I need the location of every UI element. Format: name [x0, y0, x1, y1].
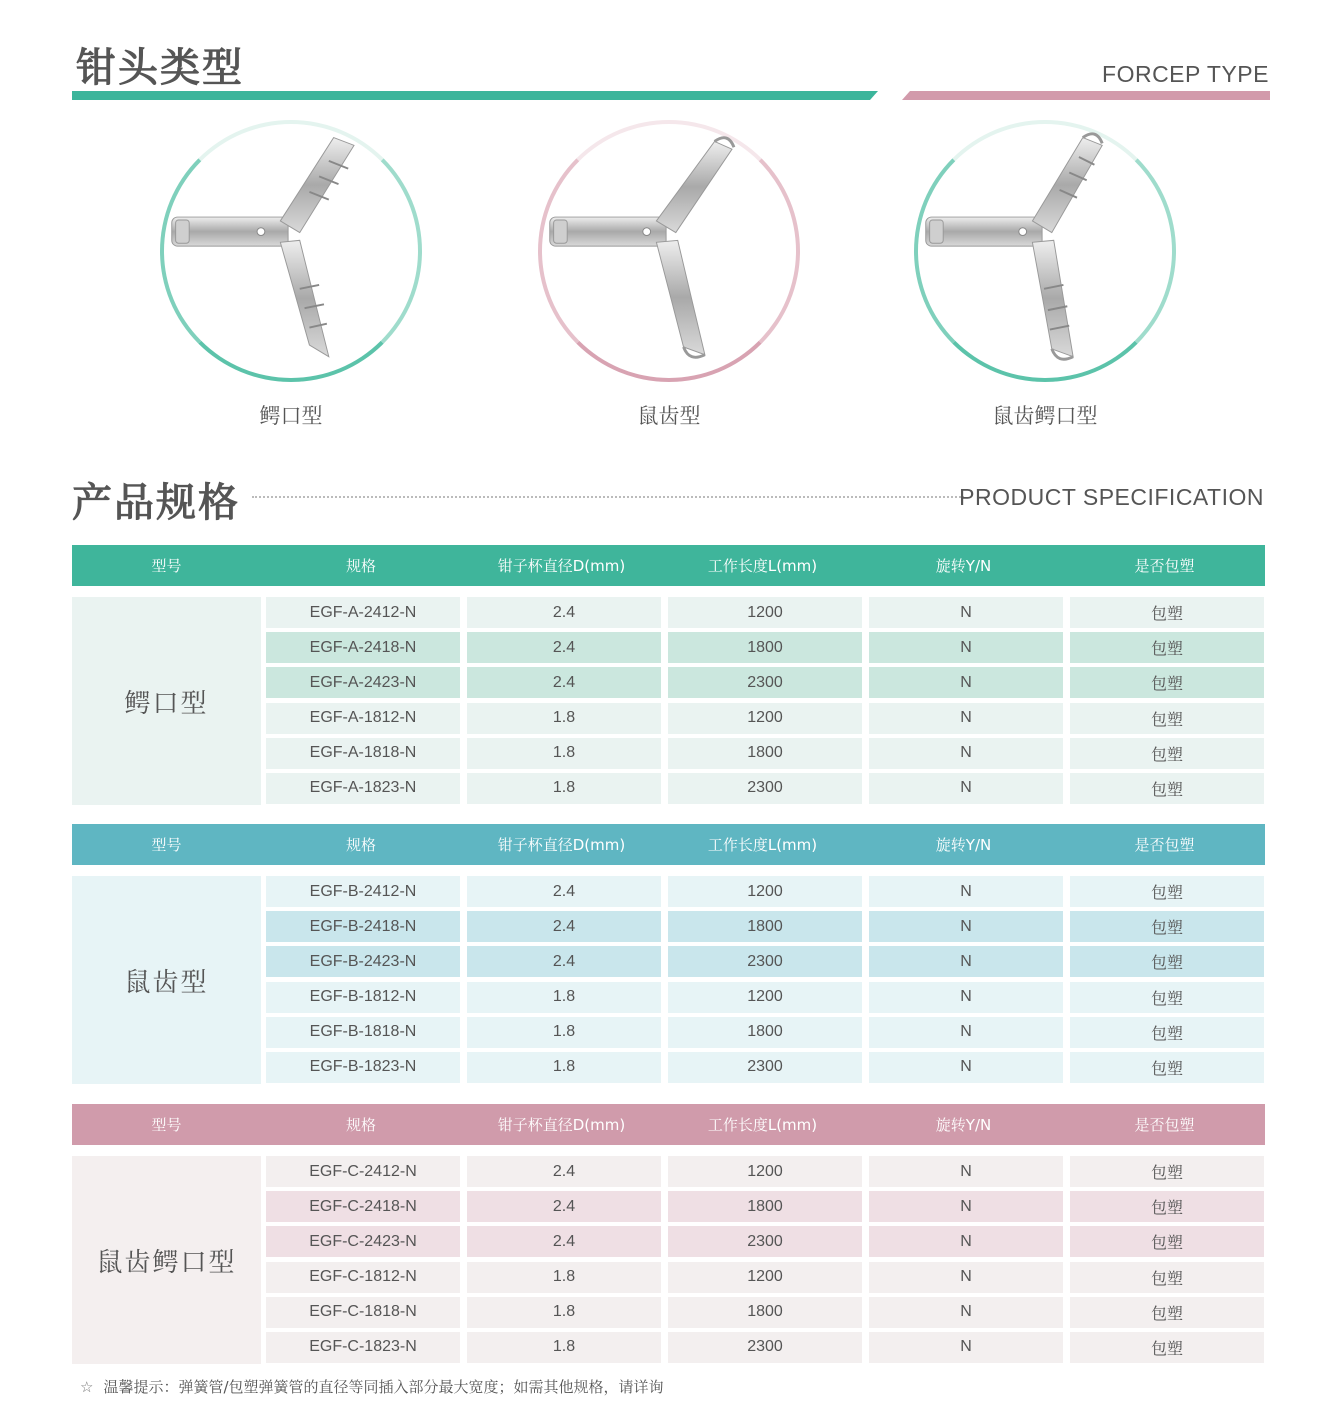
cell-coated: 包塑	[1070, 876, 1264, 907]
model-group-cell: 鼠齿型	[72, 876, 261, 1084]
cell-spec: EGF-B-1818-N	[266, 1017, 460, 1048]
cell-coated: 包塑	[1070, 1226, 1264, 1257]
cell-coated: 包塑	[1070, 597, 1264, 628]
table-header	[72, 824, 1265, 865]
cell-spec: EGF-A-2418-N	[266, 632, 460, 663]
table-row	[266, 1226, 1265, 1257]
cell-length: 1800	[668, 632, 862, 663]
cell-spec: EGF-C-1823-N	[266, 1332, 460, 1363]
cell-rotation: N	[869, 1226, 1063, 1257]
star-icon: ☆	[80, 1378, 94, 1396]
footnote-prefix: 温馨提示：	[103, 1378, 179, 1396]
cell-diameter: 1.8	[467, 1262, 661, 1293]
cell-coated: 包塑	[1070, 1052, 1264, 1083]
header-spec: 规格	[345, 1116, 376, 1134]
cell-rotation: N	[869, 1017, 1063, 1048]
cell-length: 1800	[668, 1017, 862, 1048]
cell-coated: 包塑	[1070, 1156, 1264, 1187]
model-group-cell: 鳄口型	[72, 597, 261, 805]
cell-diameter: 2.4	[467, 911, 661, 942]
header-working-length: 工作长度L(mm)	[707, 557, 818, 575]
table-row	[266, 1262, 1265, 1293]
dotted-divider	[252, 496, 964, 498]
table-rows	[266, 597, 1265, 808]
header-plastic-coated: 是否包塑	[1134, 836, 1195, 854]
table-row	[266, 667, 1265, 698]
cell-coated: 包塑	[1070, 738, 1264, 769]
cell-length: 1200	[668, 876, 862, 907]
table-rows	[266, 1156, 1265, 1367]
cell-rotation: N	[869, 982, 1063, 1013]
header-model: 型号	[151, 557, 182, 575]
cell-spec: EGF-A-2412-N	[266, 597, 460, 628]
section-title-product-spec: 产品规格	[72, 480, 240, 526]
cell-rotation: N	[869, 1191, 1063, 1222]
cell-diameter: 2.4	[467, 632, 661, 663]
cell-rotation: N	[869, 1297, 1063, 1328]
forcep-type-label: 鼠齿型	[637, 404, 701, 428]
cell-rotation: N	[869, 946, 1063, 977]
cell-coated: 包塑	[1070, 667, 1264, 698]
cell-diameter: 2.4	[467, 1226, 661, 1257]
cell-spec: EGF-A-1818-N	[266, 738, 460, 769]
forcep-type-card-rat-tooth-alligator	[910, 120, 1180, 430]
cell-length: 1200	[668, 597, 862, 628]
table-header	[72, 545, 1265, 586]
cell-rotation: N	[869, 773, 1063, 804]
cell-diameter: 1.8	[467, 738, 661, 769]
cell-coated: 包塑	[1070, 1191, 1264, 1222]
cell-length: 1200	[668, 1156, 862, 1187]
forcep-type-card-alligator	[156, 120, 426, 430]
cell-rotation: N	[869, 738, 1063, 769]
cell-spec: EGF-C-1818-N	[266, 1297, 460, 1328]
table-row	[266, 1017, 1265, 1048]
cell-rotation: N	[869, 1332, 1063, 1363]
table-row	[266, 597, 1265, 628]
header-rotation: 旋转Y/N	[935, 1116, 992, 1134]
cell-spec: EGF-C-2418-N	[266, 1191, 460, 1222]
cell-diameter: 2.4	[467, 946, 661, 977]
header-working-length: 工作长度L(mm)	[707, 1116, 818, 1134]
cell-rotation: N	[869, 703, 1063, 734]
cell-spec: EGF-B-2418-N	[266, 911, 460, 942]
section-title-forcep-type: 钳头类型	[76, 45, 244, 91]
header-rotation: 旋转Y/N	[935, 836, 992, 854]
cell-spec: EGF-A-1823-N	[266, 773, 460, 804]
cell-length: 1800	[668, 911, 862, 942]
header-working-length: 工作长度L(mm)	[707, 836, 818, 854]
title-underline-pink	[902, 91, 1270, 100]
cell-diameter: 2.4	[467, 876, 661, 907]
table-row	[266, 946, 1265, 977]
cell-coated: 包塑	[1070, 911, 1264, 942]
cell-diameter: 2.4	[467, 667, 661, 698]
header-model: 型号	[151, 836, 182, 854]
header-cup-diameter: 钳子杯直径D(mm)	[497, 836, 626, 854]
cell-diameter: 1.8	[467, 982, 661, 1013]
cell-coated: 包塑	[1070, 773, 1264, 804]
cell-spec: EGF-C-2412-N	[266, 1156, 460, 1187]
cell-rotation: N	[869, 667, 1063, 698]
table-row	[266, 911, 1265, 942]
table-row	[266, 1191, 1265, 1222]
cell-coated: 包塑	[1070, 1262, 1264, 1293]
footnote	[80, 1376, 664, 1397]
cell-rotation: N	[869, 1052, 1063, 1083]
spec-table-rat-tooth	[72, 824, 1265, 1084]
header-model: 型号	[151, 1116, 182, 1134]
cell-spec: EGF-A-2423-N	[266, 667, 460, 698]
cell-length: 1800	[668, 1297, 862, 1328]
forcep-image-circle	[914, 120, 1176, 382]
alligator-forcep-icon	[164, 124, 418, 378]
forcep-image-circle	[160, 120, 422, 382]
table-row	[266, 1156, 1265, 1187]
table-rows	[266, 876, 1265, 1087]
cell-length: 1800	[668, 1191, 862, 1222]
cell-diameter: 2.4	[467, 1191, 661, 1222]
forcep-type-label: 鳄口型	[259, 404, 323, 428]
cell-coated: 包塑	[1070, 1017, 1264, 1048]
cell-diameter: 1.8	[467, 773, 661, 804]
header-cup-diameter: 钳子杯直径D(mm)	[497, 557, 626, 575]
cell-spec: EGF-C-1812-N	[266, 1262, 460, 1293]
cell-rotation: N	[869, 632, 1063, 663]
rat-tooth-forcep-icon	[542, 124, 796, 378]
table-row	[266, 1052, 1265, 1083]
table-row	[266, 1332, 1265, 1363]
cell-diameter: 1.8	[467, 1017, 661, 1048]
table-row	[266, 703, 1265, 734]
cell-spec: EGF-A-1812-N	[266, 703, 460, 734]
table-row	[266, 876, 1265, 907]
footnote-text: 弹簧管/包塑弹簧管的直径等同插入部分最大宽度；如需其他规格，请详询	[178, 1378, 664, 1396]
spec-table-alligator	[72, 545, 1265, 805]
cell-coated: 包塑	[1070, 946, 1264, 977]
table-header	[72, 1104, 1265, 1145]
cell-length: 2300	[668, 946, 862, 977]
header-plastic-coated: 是否包塑	[1134, 557, 1195, 575]
table-row	[266, 738, 1265, 769]
cell-coated: 包塑	[1070, 632, 1264, 663]
cell-rotation: N	[869, 597, 1063, 628]
forcep-type-label: 鼠齿鳄口型	[992, 404, 1098, 428]
cell-length: 2300	[668, 1332, 862, 1363]
spec-table-rat-tooth-alligator	[72, 1104, 1265, 1364]
table-row	[266, 773, 1265, 804]
table-row	[266, 982, 1265, 1013]
cell-rotation: N	[869, 876, 1063, 907]
forcep-image-circle	[538, 120, 800, 382]
cell-spec: EGF-B-2412-N	[266, 876, 460, 907]
cell-coated: 包塑	[1070, 1297, 1264, 1328]
rat-tooth-alligator-forcep-icon	[918, 124, 1172, 378]
section-title-product-spec-en: PRODUCT SPECIFICATION	[959, 484, 1264, 510]
cell-spec: EGF-B-1812-N	[266, 982, 460, 1013]
model-group-cell: 鼠齿鳄口型	[72, 1156, 261, 1364]
cell-length: 2300	[668, 667, 862, 698]
cell-length: 1800	[668, 738, 862, 769]
cell-diameter: 1.8	[467, 703, 661, 734]
cell-length: 2300	[668, 1226, 862, 1257]
cell-rotation: N	[869, 1262, 1063, 1293]
cell-rotation: N	[869, 911, 1063, 942]
forcep-type-card-rat-tooth	[534, 120, 804, 430]
cell-length: 1200	[668, 703, 862, 734]
cell-diameter: 1.8	[467, 1297, 661, 1328]
cell-spec: EGF-B-2423-N	[266, 946, 460, 977]
table-row	[266, 1297, 1265, 1328]
header-spec: 规格	[345, 557, 376, 575]
cell-diameter: 1.8	[467, 1052, 661, 1083]
cell-diameter: 2.4	[467, 597, 661, 628]
header-cup-diameter: 钳子杯直径D(mm)	[497, 1116, 626, 1134]
table-row	[266, 632, 1265, 663]
header-spec: 规格	[345, 836, 376, 854]
cell-diameter: 1.8	[467, 1332, 661, 1363]
cell-spec: EGF-C-2423-N	[266, 1226, 460, 1257]
header-rotation: 旋转Y/N	[935, 557, 992, 575]
cell-rotation: N	[869, 1156, 1063, 1187]
title-underline-green	[72, 91, 878, 100]
cell-coated: 包塑	[1070, 703, 1264, 734]
cell-length: 2300	[668, 1052, 862, 1083]
cell-length: 1200	[668, 982, 862, 1013]
cell-length: 1200	[668, 1262, 862, 1293]
header-plastic-coated: 是否包塑	[1134, 1116, 1195, 1134]
cell-spec: EGF-B-1823-N	[266, 1052, 460, 1083]
cell-length: 2300	[668, 773, 862, 804]
cell-diameter: 2.4	[467, 1156, 661, 1187]
cell-coated: 包塑	[1070, 1332, 1264, 1363]
cell-coated: 包塑	[1070, 982, 1264, 1013]
section-title-forcep-type-en: FORCEP TYPE	[1102, 61, 1269, 87]
